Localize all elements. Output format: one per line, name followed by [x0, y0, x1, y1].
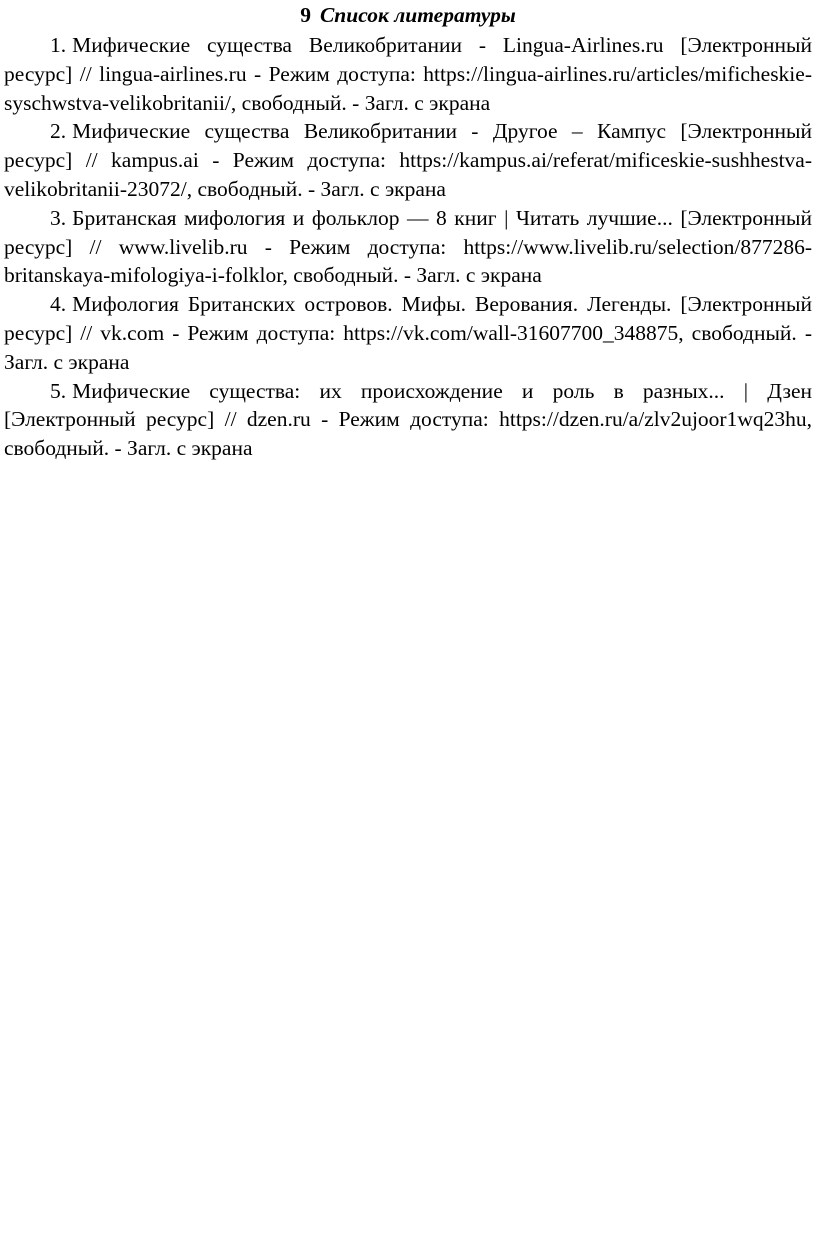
reference-item [4, 204, 812, 290]
reference-number: 5. [50, 378, 67, 403]
section-number: 9 [300, 3, 311, 27]
reference-text: Мифические существа: их происхождение и роль в разных... | Дзен [Электронный ресурс] // dzen.ru - Режим доступа: https://dzen.ru/a/zlv2ujoor1wq23hu, свободный. - Загл. с экрана [4, 378, 812, 461]
reference-list [4, 31, 812, 463]
reference-number: 1. [50, 33, 67, 57]
document-page [4, 0, 812, 463]
reference-item [4, 377, 812, 463]
reference-item [4, 117, 812, 203]
reference-text: Британская мифология и фольклор — 8 книг | Читать лучшие... [Электронный ресурс] // www.livelib.ru - Режим доступа: https://www.livelib.ru/selection/877286-britanskaya-mifologiya-i-folklor, свободный. - Загл. с экрана [4, 205, 812, 288]
reference-item [4, 31, 812, 117]
reference-text: Мифология Британских островов. Мифы. Верования. Легенды. [Электронный ресурс] // vk.com - Режим доступа: https://vk.com/wall-31607700_348875, свободный. - Загл. с экрана [4, 292, 812, 374]
reference-item [4, 290, 812, 376]
reference-number: 3. [50, 205, 67, 230]
section-title: Список литературы [319, 3, 516, 27]
reference-text: Мифические существа Великобритании - Lingua-Airlines.ru [Электронный ресурс] // lingua-airlines.ru - Режим доступа: https://lingua-airlines.ru/articles/mificheskie-syschwstva-velikobritanii/, свободный. - Загл. с экрана [4, 33, 812, 115]
section-heading [4, 0, 812, 31]
reference-number: 2. [50, 119, 67, 144]
reference-number: 4. [50, 292, 67, 317]
reference-text: Мифические существа Великобритании - Другое – Кампус [Электронный ресурс] // kampus.ai - Режим доступа: https://kampus.ai/referat/mificeskie-sushhestva-velikobritanii-23072/, свободный. - Загл. с экрана [4, 119, 812, 201]
